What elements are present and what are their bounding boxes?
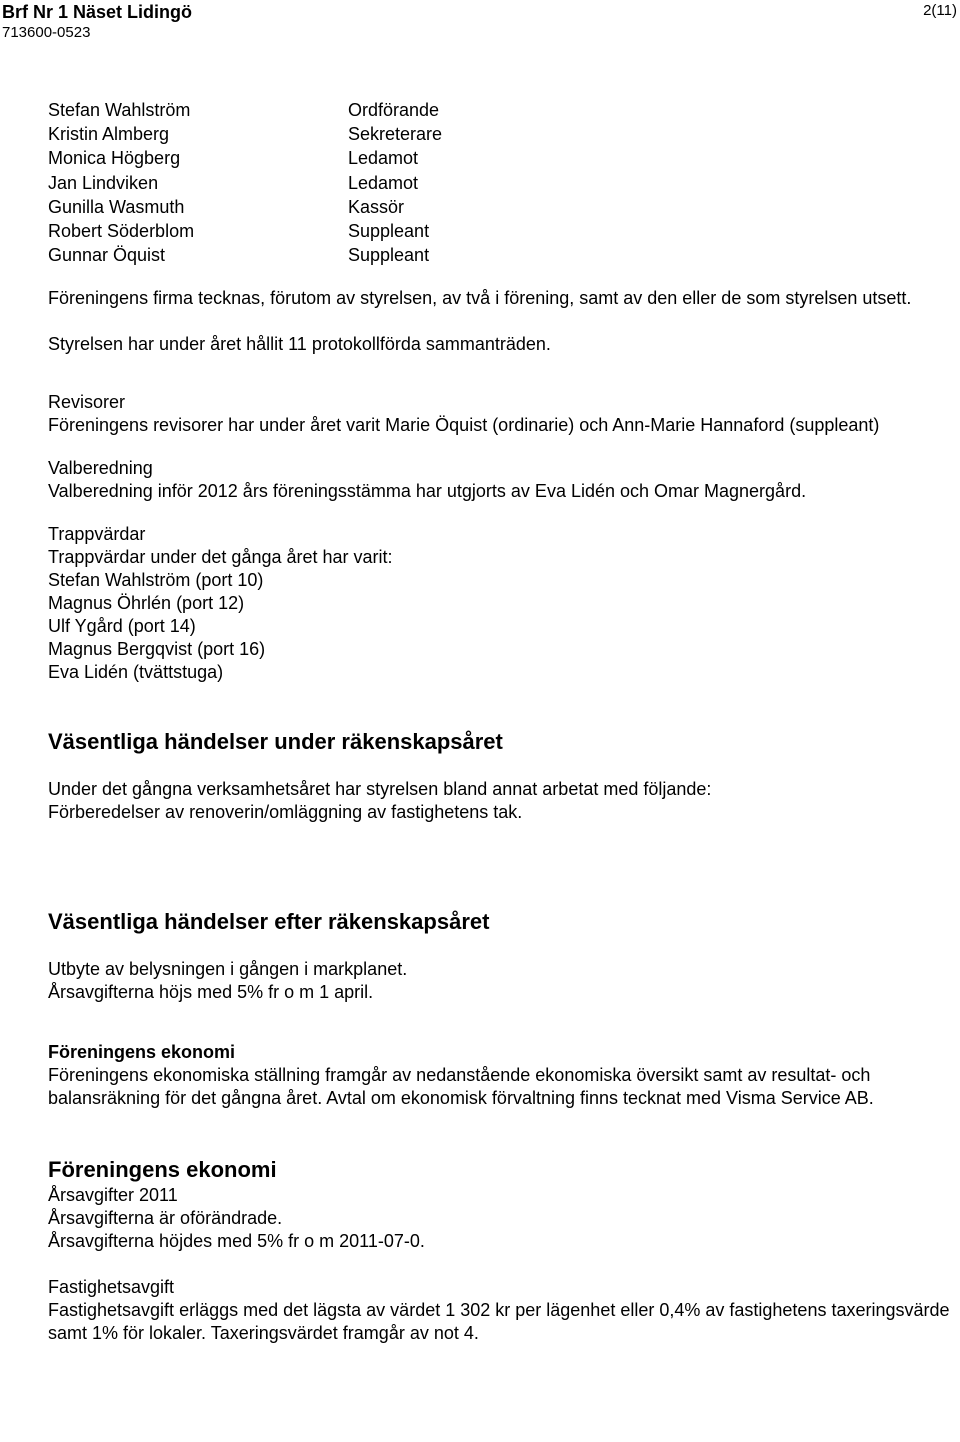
events-during-line: Under det gångna verksamhetsåret har styrelsen bland annat arbetat med följande: xyxy=(48,779,712,799)
stairs-item: Stefan Wahlström (port 10) xyxy=(48,570,264,590)
board-member-row xyxy=(48,195,648,219)
events-after-line: Årsavgifterna höjs med 5% fr o m 1 april. xyxy=(48,982,374,1002)
fees-line: Årsavgifterna är oförändrade. xyxy=(48,1208,283,1228)
property-fee-heading: Fastighetsavgift xyxy=(48,1277,175,1297)
board-member-name: Stefan Wahlström xyxy=(48,100,191,120)
board-member-role: Ordförande xyxy=(348,100,440,120)
nomination-paragraph: Valberedning inför 2012 års föreningsstämma har utgjorts av Eva Lidén och Omar Magnergård. xyxy=(48,481,807,501)
events-during-heading: Väsentliga händelser under räkenskapsåret xyxy=(48,729,503,754)
board-member-row xyxy=(48,219,648,243)
board-member-role: Ledamot xyxy=(348,172,419,193)
fees-line: Årsavgifterna höjdes med 5% fr o m 2011-07-0. xyxy=(48,1231,425,1251)
fees-heading: Årsavgifter 2011 xyxy=(48,1185,178,1205)
board-member-name: Kristin Almberg xyxy=(48,124,170,145)
stairs-heading: Trappvärdar xyxy=(48,524,146,544)
board-member-row xyxy=(48,98,648,122)
meetings-paragraph: Styrelsen har under året hållit 11 protokollförda sammanträden. xyxy=(48,334,551,354)
events-after-heading: Väsentliga händelser efter räkenskapsåret xyxy=(48,909,490,934)
board-member-role: Ledamot xyxy=(348,148,419,169)
auditors-heading: Revisorer xyxy=(48,392,126,412)
board-members-list xyxy=(48,98,648,267)
auditors-paragraph: Föreningens revisorer har under året varit Marie Öquist (ordinarie) och Ann-Marie Hannaford (suppleant) xyxy=(48,415,880,435)
economy-paragraph: Föreningens ekonomiska ställning framgår av nedanstående ekonomiska översikt samt av resultat- och balansräkning för det gångna året. Avtal om ekonomisk förvaltning finns tecknat med Visma Service AB. xyxy=(48,1065,874,1108)
board-member-row xyxy=(48,122,648,146)
page-number: 2(11) xyxy=(923,2,957,19)
stairs-intro: Trappvärdar under det gånga året har varit: xyxy=(48,547,393,567)
stairs-item: Magnus Bergqvist (port 16) xyxy=(48,639,266,659)
events-after-line: Utbyte av belysningen i gången i markplanet. xyxy=(48,959,408,979)
organization-name: Brf Nr 1 Näset Lidingö xyxy=(2,2,193,22)
events-during-line: Förberedelser av renoverin/omläggning av fastighetens tak. xyxy=(48,802,523,822)
board-member-role: Kassör xyxy=(348,196,405,217)
board-member-name: Jan Lindviken xyxy=(48,172,159,193)
document-body xyxy=(48,287,958,1345)
economy-section-heading: Föreningens ekonomi xyxy=(48,1157,277,1182)
stairs-item: Magnus Öhrlén (port 12) xyxy=(48,593,245,613)
board-member-row xyxy=(48,146,648,170)
board-member-role: Suppleant xyxy=(348,220,430,241)
economy-heading: Föreningens ekonomi xyxy=(48,1042,236,1062)
board-member-role: Sekreterare xyxy=(348,124,443,145)
stairs-item: Eva Lidén (tvättstuga) xyxy=(48,662,224,682)
organization-number: 713600-0523 xyxy=(2,24,91,41)
board-member-role: Suppleant xyxy=(348,245,430,266)
board-member-row xyxy=(48,243,648,267)
board-member-name: Robert Söderblom xyxy=(48,220,195,241)
board-member-name: Gunnar Öquist xyxy=(48,245,166,266)
nomination-heading: Valberedning xyxy=(48,458,153,478)
signing-paragraph: Föreningens firma tecknas, förutom av styrelsen, av två i förening, samt av den eller de som styrelsen utsett. xyxy=(48,288,912,308)
property-fee-paragraph: Fastighetsavgift erläggs med det lägsta av värdet 1 302 kr per lägenhet eller 0,4% av fastighetens taxeringsvärde samt 1% för lokaler. Taxeringsvärdet framgår av not 4. xyxy=(48,1300,950,1343)
stairs-item: Ulf Ygård (port 14) xyxy=(48,616,196,636)
board-member-row xyxy=(48,171,648,195)
board-member-name: Gunilla Wasmuth xyxy=(48,196,185,217)
board-member-name: Monica Högberg xyxy=(48,148,181,169)
